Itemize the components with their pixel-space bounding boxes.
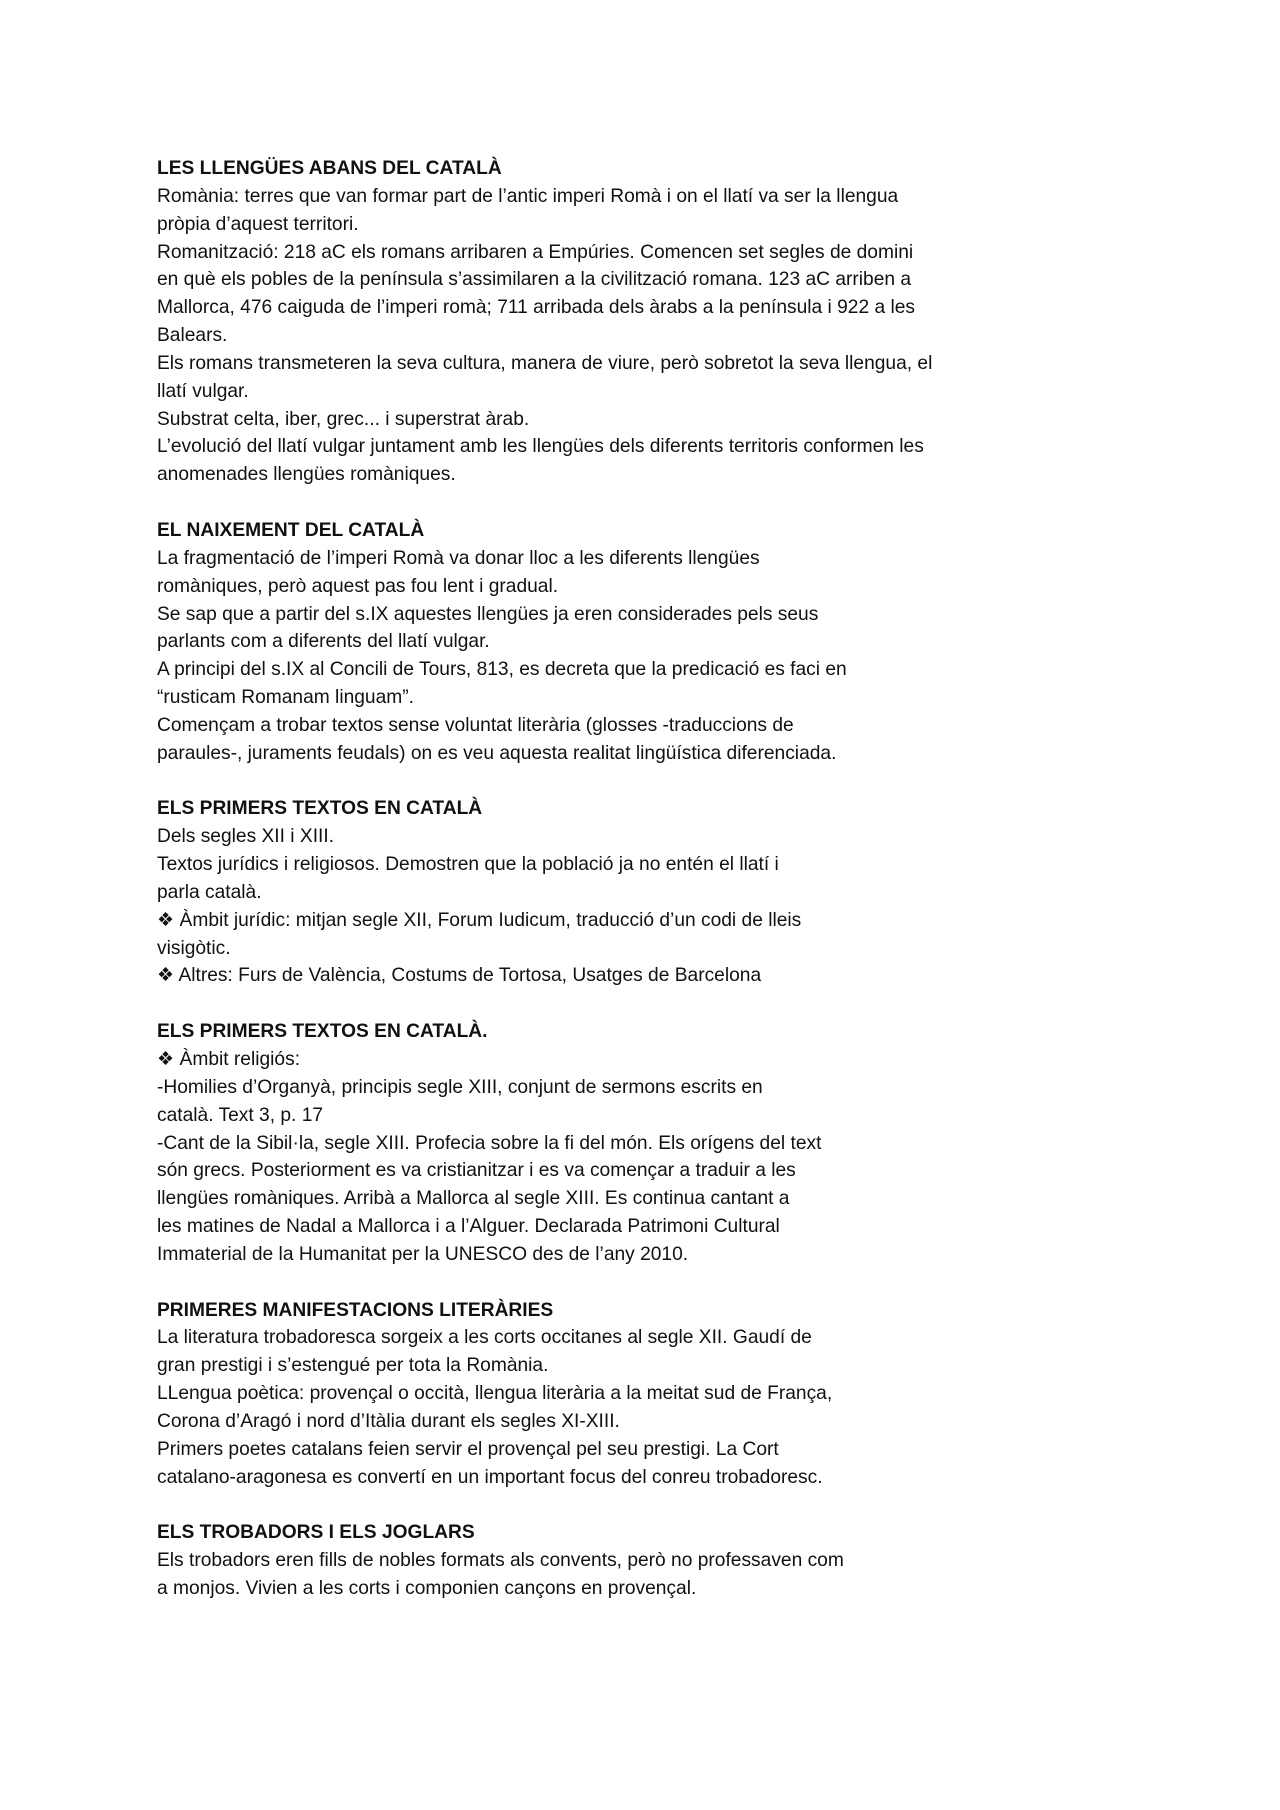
paragraph-line: en què els pobles de la península s’assimilaren a la civilització romana. 123 aC arriben a (157, 269, 912, 291)
paragraph-line: llatí vulgar. (157, 380, 249, 402)
paragraph-line: anomenades llengües romàniques. (157, 464, 456, 486)
section (157, 517, 932, 768)
paragraph-line: Se sap que a partir del s.IX aquestes llengües ja eren considerades pels seus (157, 603, 819, 625)
paragraph-line: L’evolució del llatí vulgar juntament amb les llengües dels diferents territoris conformen les (157, 436, 924, 458)
document-page (157, 155, 932, 1631)
section (157, 1018, 932, 1269)
paragraph-line: a monjos. Vivien a les corts i componien cançons en provençal. (157, 1578, 697, 1600)
paragraph-line: Primers poetes catalans feien servir el provençal pel seu prestigi. La Cort (157, 1438, 779, 1460)
paragraph-line: -Cant de la Sibil·la, segle XIII. Profecia sobre la fi del món. Els orígens del text (157, 1132, 822, 1154)
section-heading: ELS PRIMERS TEXTOS EN CATALÀ (157, 798, 483, 820)
section-heading: ELS PRIMERS TEXTOS EN CATALÀ. (157, 1021, 488, 1043)
section (157, 795, 932, 990)
paragraph-line: “rusticam Romanam linguam”. (157, 687, 414, 709)
section (157, 1519, 932, 1603)
paragraph-line: ❖ Àmbit religiós: (157, 1049, 301, 1070)
paragraph-line: visigòtic. (157, 937, 231, 959)
paragraph-line: catalano-aragonesa es convertí en un important focus del conreu trobadoresc. (157, 1466, 823, 1488)
paragraph-line: Els trobadors eren fills de nobles formats als convents, però no professaven com (157, 1550, 844, 1572)
paragraph-line: paraules-, juraments feudals) on es veu aquesta realitat lingüística diferenciada. (157, 742, 837, 764)
paragraph-line: Mallorca, 476 caiguda de l’imperi romà; 711 arribada dels àrabs a la península i 922 a les (157, 297, 915, 319)
paragraph-line: Substrat celta, iber, grec... i superstrat àrab. (157, 408, 530, 430)
paragraph-line: parlants com a diferents del llatí vulgar. (157, 631, 490, 653)
paragraph-line: ❖ Altres: Furs de València, Costums de Tortosa, Usatges de Barcelona (157, 965, 762, 987)
paragraph-line: són grecs. Posteriorment es va cristianitzar i es va començar a traduir a les (157, 1160, 796, 1182)
section (157, 1297, 932, 1492)
section-heading: PRIMERES MANIFESTACIONS LITERÀRIES (157, 1299, 554, 1321)
paragraph-line: Començam a trobar textos sense voluntat literària (glosses -traduccions de (157, 714, 794, 736)
section-heading: ELS TROBADORS I ELS JOGLARS (157, 1522, 475, 1544)
paragraph-line: Immaterial de la Humanitat per la UNESCO des de l’any 2010. (157, 1243, 689, 1265)
paragraph-line: Romània: terres que van formar part de l’antic imperi Romà i on el llatí va ser la llengua (157, 185, 899, 207)
section-heading: EL NAIXEMENT DEL CATALÀ (157, 519, 425, 541)
paragraph-line: ❖ Àmbit jurídic: mitjan segle XII, Forum Iudicum, traducció d’un codi de lleis (157, 909, 802, 931)
paragraph-line: pròpia d’aquest territori. (157, 213, 359, 235)
paragraph-line: LLengua poètica: provençal o occità, llengua literària a la meitat sud de França, (157, 1383, 833, 1405)
paragraph-line: Els romans transmeteren la seva cultura, manera de viure, però sobretot la seva llengua, el (157, 352, 933, 374)
paragraph-line: Corona d’Aragó i nord d’Itàlia durant els segles XI-XIII. (157, 1410, 620, 1432)
paragraph-line: gran prestigi i s’estengué per tota la Romània. (157, 1355, 549, 1377)
section (157, 155, 932, 489)
paragraph-line: romàniques, però aquest pas fou lent i gradual. (157, 575, 559, 597)
paragraph-line: -Homilies d’Organyà, principis segle XIII, conjunt de sermons escrits en (157, 1076, 763, 1098)
paragraph-line: llengües romàniques. Arribà a Mallorca al segle XIII. Es continua cantant a (157, 1188, 790, 1210)
paragraph-line: Dels segles XII i XIII. (157, 826, 335, 848)
paragraph-line: Balears. (157, 325, 228, 347)
paragraph-line: A principi del s.IX al Concili de Tours, 813, es decreta que la predicació es faci en (157, 659, 847, 681)
paragraph-line: les matines de Nadal a Mallorca i a l’Alguer. Declarada Patrimoni Cultural (157, 1216, 780, 1238)
paragraph-line: català. Text 3, p. 17 (157, 1104, 324, 1126)
paragraph-line: La literatura trobadoresca sorgeix a les corts occitanes al segle XII. Gaudí de (157, 1327, 812, 1349)
paragraph-line: Textos jurídics i religiosos. Demostren que la població ja no entén el llatí i (157, 854, 779, 876)
paragraph-line: Romanització: 218 aC els romans arribaren a Empúries. Comencen set segles de domini (157, 241, 914, 263)
paragraph-line: parla català. (157, 881, 262, 903)
section-heading: LES LLENGÜES ABANS DEL CATALÀ (157, 158, 502, 179)
paragraph-line: La fragmentació de l’imperi Romà va donar lloc a les diferents llengües (157, 547, 760, 569)
